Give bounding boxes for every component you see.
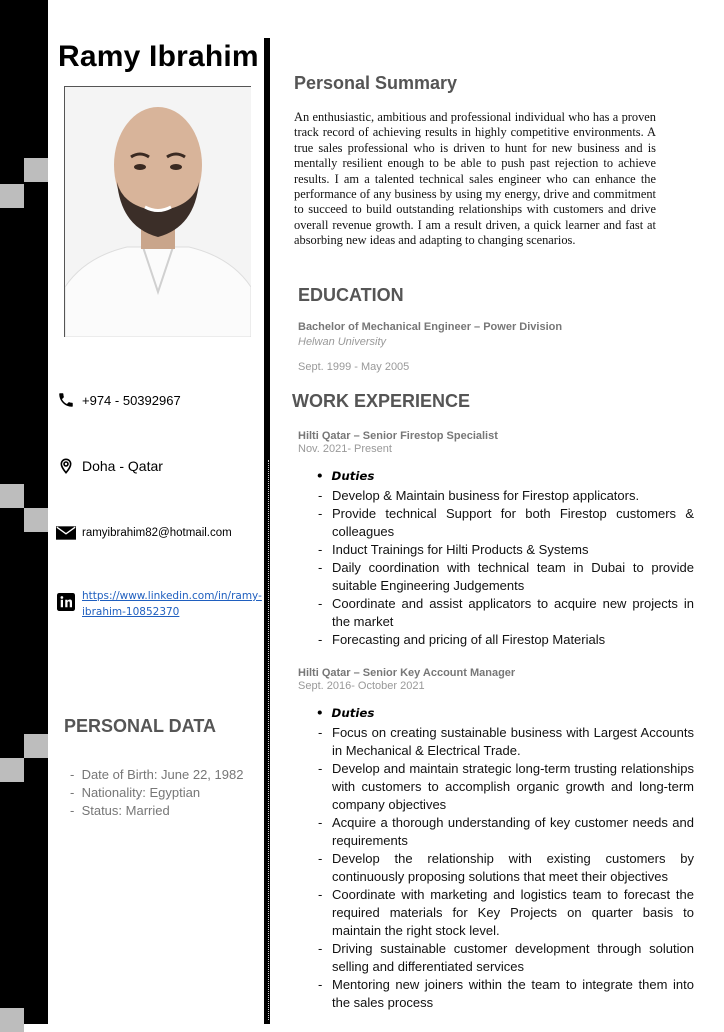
list-item: - Coordinate with marketing and logistics team to forecast the required materials for Key Projects on quarter basis to maintain the right stock level. (318, 886, 694, 940)
job-dates: Sept. 2016- October 2021 (298, 680, 425, 692)
dotted-guide (268, 460, 269, 1020)
decor-square (24, 734, 48, 758)
duties-label: • Duties (316, 469, 374, 483)
decor-square (0, 184, 24, 208)
envelope-icon (56, 523, 76, 543)
list-item: - Provide technical Support for both Firestop customers & colleagues (318, 505, 694, 541)
education-degree: Bachelor of Mechanical Engineer – Power Division (298, 321, 563, 333)
linkedin-link[interactable] (82, 588, 262, 620)
summary-text: An enthusiastic, ambitious and professional individual who has a proven track record of achieving results in highly competitive environments. A true sales professional who is driven to hunt for new business and is mentally resilient enough to be able to push past rejection to achieve results. I am a talented technical sales engineer who can enhance the performance of any business by using my energy, drive and commitment to succeed to build outstanding relationships with customers and drive overall revenue growth. I am a result driven, a quick learner and fast at absorbing new ideas and adapting to changing scenarios. (294, 110, 656, 248)
linkedin-link-line1[interactable]: https://www.linkedin.com/in/ramy- (82, 590, 262, 602)
phone-icon (56, 390, 76, 410)
list-item: - Mentoring new joiners within the team to integrate them into the sales process (318, 976, 694, 1012)
personal-data-list (70, 766, 243, 820)
location-pin-icon (56, 456, 76, 476)
list-item: - Develop and maintain strategic long-term trusting relationships with customers to accomplish organic growth and long-term company objectives (318, 760, 694, 814)
list-item: - Coordinate and assist applicators to acquire new projects in the market (318, 595, 694, 631)
personal-data-heading: PERSONAL DATA (64, 716, 217, 736)
list-item: - Daily coordination with technical team in Dubai to provide suitable Engineering Judgements (318, 559, 694, 595)
column-divider (264, 38, 270, 1024)
duties-label: • Duties (316, 706, 374, 720)
list-item: - Forecasting and pricing of all Firestop Materials (318, 631, 694, 649)
list-item: - Acquire a thorough understanding of key customer needs and requirements (318, 814, 694, 850)
list-item: - Develop & Maintain business for Firestop applicators. (318, 487, 694, 505)
decor-square (0, 1008, 24, 1032)
decor-square (0, 484, 24, 508)
decor-square (24, 158, 48, 182)
linkedin-link-line2[interactable]: ibrahim-10852370 (82, 606, 180, 618)
location-text: Doha - Qatar (82, 458, 163, 474)
job-dates: Nov. 2021- Present (298, 443, 392, 455)
education-heading: EDUCATION (298, 285, 404, 305)
list-item: - Date of Birth: June 22, 1982 (70, 767, 244, 782)
list-item: - Nationality: Egyptian (70, 785, 201, 800)
education-school: Helwan University (298, 336, 387, 348)
job-title: Hilti Qatar – Senior Key Account Manager (298, 667, 516, 679)
decor-square (0, 758, 24, 782)
candidate-name: Ramy Ibrahim (58, 40, 259, 73)
duties-list (318, 487, 694, 649)
list-item: - Driving sustainable customer development through solution selling and differentiated services (318, 940, 694, 976)
summary-heading: Personal Summary (294, 73, 458, 93)
list-item: - Status: Married (70, 803, 170, 818)
education-dates: Sept. 1999 - May 2005 (298, 361, 410, 373)
work-experience-heading: WORK EXPERIENCE (292, 391, 471, 411)
list-item: - Develop the relationship with existing customers by continuously proposing solutions that meet their objectives (318, 850, 694, 886)
phone-number: +974 - 50392967 (82, 392, 181, 408)
email-contact[interactable] (56, 523, 232, 543)
email-address[interactable]: ramyibrahim82@hotmail.com (82, 527, 232, 539)
linkedin-contact[interactable] (56, 588, 262, 620)
linkedin-icon (56, 592, 76, 612)
profile-photo (64, 86, 251, 337)
list-item: - Focus on creating sustainable business with Largest Accounts in Mechanical & Electrical Trade. (318, 724, 694, 760)
person-portrait-icon (65, 87, 251, 337)
duties-list (318, 724, 694, 1012)
list-item: - Induct Trainings for Hilti Products & Systems (318, 541, 694, 559)
phone-contact (56, 390, 181, 410)
decor-square (24, 508, 48, 532)
job-title: Hilti Qatar – Senior Firestop Specialist (298, 430, 498, 442)
location-contact (56, 456, 163, 476)
